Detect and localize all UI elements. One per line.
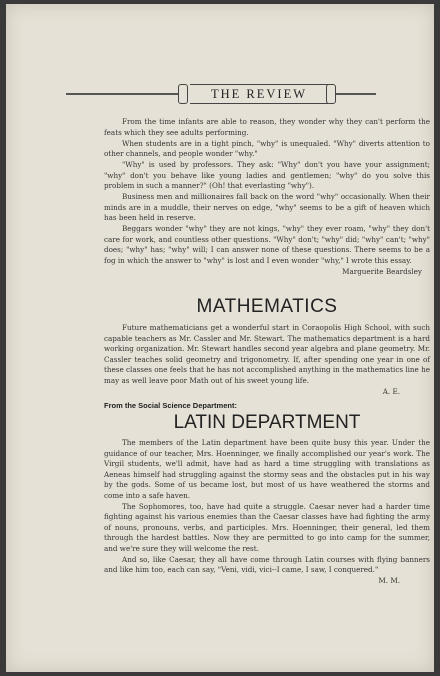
latin-paragraph-3: And so, like Caesar, they all have come through Latin courses with flying banners and like him too, each can say, "Veni, vidi, vici--I came, I saw, I conquered." <box>104 554 430 574</box>
latin-paragraph-1: The members of the Latin department have been quite busy this year. Under the guidance of our teacher, Mrs. Hoenninger, we finally accomplished our year's work. The Virgil students, we'll admit, have had as hard a time struggling with translations as Aeneas himself had struggling against the stormy seas and the obstacles put in his way by the gods. Some of us became lost, but most of us have weathered the storms and come into a safe haven. <box>104 438 430 500</box>
latin-heading: LATIN DEPARTMENT <box>173 412 361 433</box>
masthead-rule-right <box>336 93 376 95</box>
page <box>6 4 434 672</box>
mathematics-article <box>104 323 430 397</box>
why-paragraph-1: From the time infants are able to reason, they wonder why they can't perform the feats which they see adults performing. <box>104 117 430 137</box>
why-paragraph-3: "Why" is used by professors. They ask: "Why" don't you have your assignment; "why" don't you behave like young ladies and gentlemen; "why" do you solve this problem in such a manner?" (Oh! that everlasting "why"). <box>104 160 430 190</box>
masthead-scroll-left <box>178 84 188 104</box>
latin-paragraph-2: The Sophomores, too, have had quite a struggle. Caesar never had a harder time fighting against his various enemies than the Caesar classes have had fighting the army of nouns, pronouns, verbs, and participles. Mrs. Hoenninger, their general, led them through the hardest battles. Now they are permitted to go into camp for the summer, and we're sure they will welcome the rest. <box>104 501 430 553</box>
why-essay <box>104 117 430 277</box>
department-label: From the Social Science Department: <box>104 401 237 410</box>
latin-article <box>104 438 430 587</box>
why-paragraph-2: When students are in a tight pinch, "why" is unequaled. "Why" diverts attention to other channels, and people wonder "why." <box>104 138 430 158</box>
masthead-banner <box>66 82 376 106</box>
mathematics-signature: A. E. <box>382 386 400 396</box>
why-signature: Marguerite Beardsley <box>342 266 422 276</box>
masthead-rule-left <box>66 93 178 95</box>
mathematics-heading: MATHEMATICS <box>196 296 338 317</box>
latin-signature: M. M. <box>378 576 400 585</box>
why-paragraph-5: Beggars wonder "why" they are not kings, "why" they ever roam, "why" they don't care for work, and countless other questions. "Why" don't; "why" did; "why" can't; "why" does; "why" has; "why" will; I can answer none of these questions. There seems to be a fog in which the answer to "why" is lost and I even wonder "why," I wrote this essay. <box>104 224 430 265</box>
why-paragraph-4: Business men and millionaires fall back on the word "why" occasionally. When their minds are in a muddle, their nerves on edge, "why" seems to be a gift of heaven which has been held in reserve. <box>104 192 430 222</box>
mathematics-paragraph: Future mathematicians get a wonderful start in Coraopolis High School, with such capable teachers as Mr. Cassler and Mr. Stewart. The mathematics department is a hard working organization. Mr. Stewart handles second year algebra and plane geometry. Mr. Cassler teaches solid geometry and trigonometry. If, after spending one year in one of these classes one feels that he has not accomplished anything in the mathematics line he may as well leave poor Math out of his sweet young life. <box>104 323 430 385</box>
masthead-scroll-right <box>326 84 336 104</box>
publication-title: THE REVIEW <box>190 84 328 104</box>
